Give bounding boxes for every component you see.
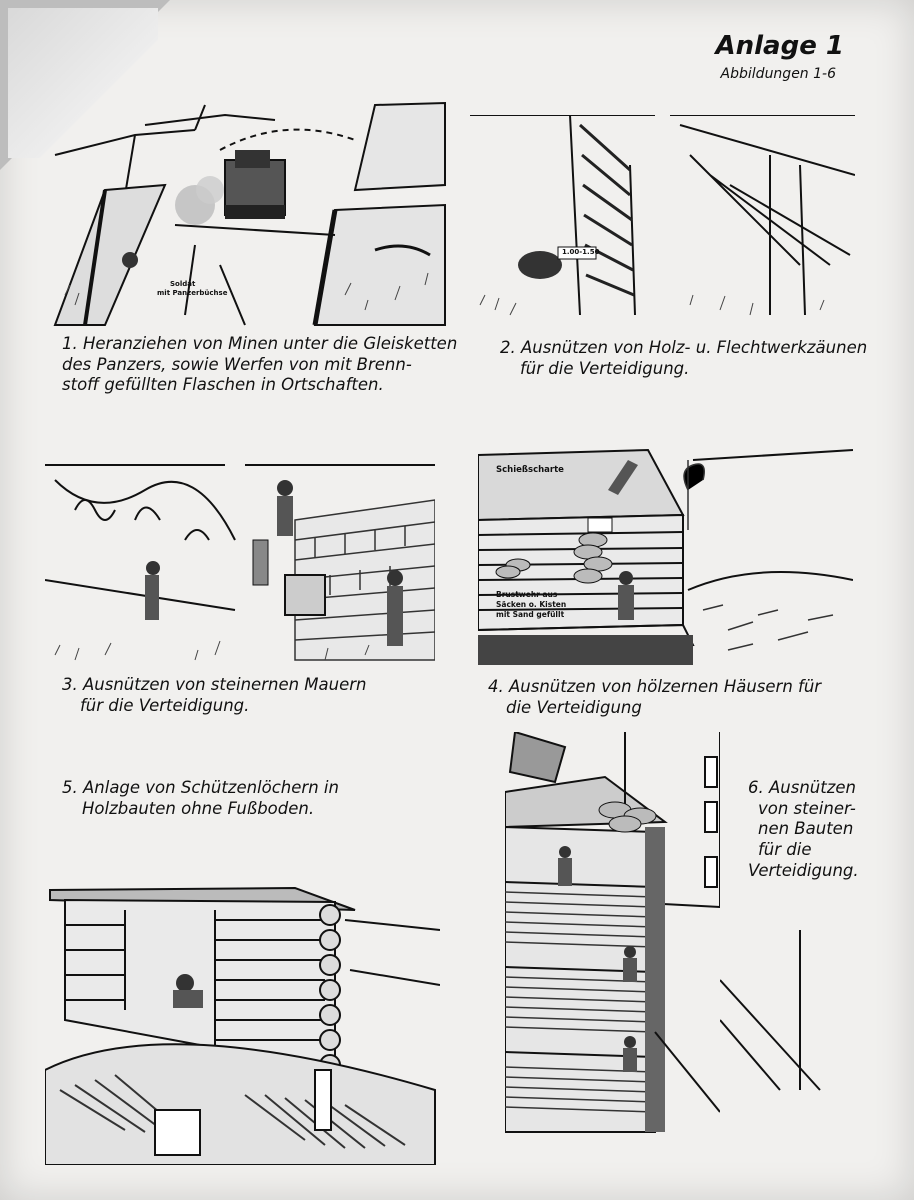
figure-4-caption — [488, 677, 821, 718]
figure-3-caption — [62, 675, 367, 716]
figure-2-label-depth: 1.00-1.50 — [562, 248, 600, 256]
figure-6-extension-lines — [720, 920, 840, 1100]
page-subtitle: Abbildungen 1-6 — [720, 66, 836, 82]
figure-6-caption-line: von steiner- — [758, 798, 856, 818]
figure-6-caption-line: nen Bauten — [758, 819, 854, 839]
figure-5-caption-line: 5. Anlage von Schützenlöchern in — [62, 778, 339, 797]
figure-4-label-loophole: Schießscharte — [496, 465, 564, 475]
figure-4-label-parapet-3: mit Sand gefüllt — [496, 610, 565, 619]
figure-1-label-weapon: mit Panzerbüchse — [157, 289, 228, 297]
figure-1-label-soldier: Soldat — [170, 280, 196, 288]
figure-4-label-parapet-2: Säcken o. Kisten — [496, 600, 567, 609]
figure-1-caption-line: 1. Heranziehen von Minen unter die Gleisketten — [62, 334, 458, 353]
figure-1-illustration — [45, 95, 450, 330]
figure-2-caption-line: für die Verteidigung. — [520, 358, 690, 378]
figure-4-caption-line: die Verteidigung — [506, 697, 642, 717]
figure-5-caption — [62, 778, 339, 819]
figure-3-caption-line: 3. Ausnützen von steinernen Mauern — [62, 675, 367, 694]
figure-6-caption-line: für die — [758, 839, 812, 859]
figure-6-caption-line: Verteidigung. — [748, 860, 859, 880]
figure-3-illustration — [45, 460, 435, 665]
figure-2-caption-line: 2. Ausnützen von Holz- u. Flechtwerkzäunen — [500, 338, 868, 357]
figure-6-illustration — [505, 732, 720, 1152]
figure-6-caption — [748, 778, 859, 881]
page-title: Anlage 1 — [715, 31, 844, 61]
figure-1-caption-line: des Panzers, sowie Werfen von mit Brenn- — [62, 354, 412, 374]
figure-3-caption-line: für die Verteidigung. — [80, 695, 250, 715]
figure-2-illustration — [470, 115, 855, 320]
figure-4-illustration — [478, 440, 853, 665]
figure-5-illustration — [45, 840, 440, 1165]
figure-5-caption-line: Holzbauten ohne Fußboden. — [82, 798, 315, 818]
figure-4-caption-line: 4. Ausnützen von hölzernen Häusern für — [488, 677, 822, 696]
figure-6-caption-line: 6. Ausnützen — [748, 778, 856, 797]
figure-1-caption-line: stoff gefüllten Flaschen in Ortschaften. — [62, 375, 384, 395]
figure-4-label-parapet-1: Brustwehr aus — [496, 590, 558, 599]
figure-1-caption — [62, 334, 457, 396]
figure-2-caption — [500, 338, 867, 379]
